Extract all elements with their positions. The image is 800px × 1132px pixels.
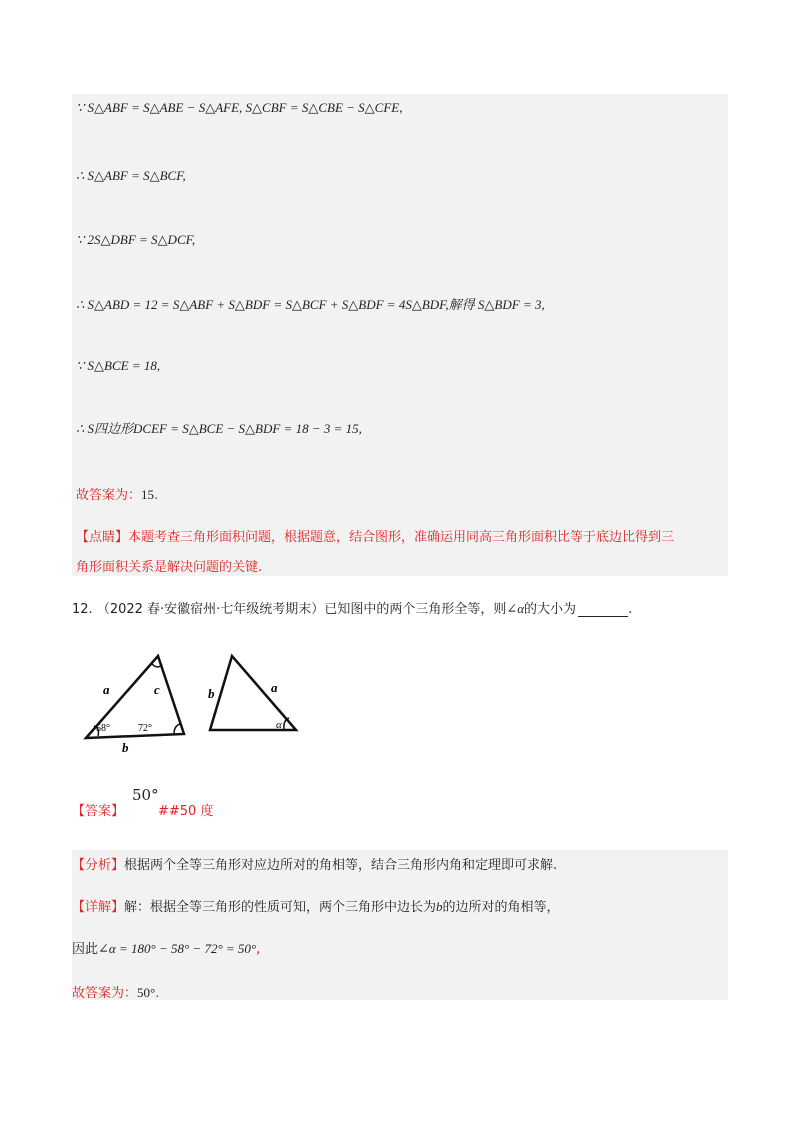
answer-value: 50° (132, 786, 159, 804)
comment-line-1: 【点睛】本题考查三角形面积问题，根据题意，结合图形，准确运用同高三角形面积比等于底边比得到三 (76, 530, 675, 545)
answer-line-top: 故答案为：15. (76, 487, 159, 503)
solution-block-top (72, 94, 728, 576)
final-answer-line: 故答案为：50°. (72, 985, 160, 1001)
triangle-1-right-arc (174, 724, 180, 734)
solution-line-2: ∴ S△ABF = S△BCF, (76, 168, 186, 183)
analysis-line: 【分析】根据两个全等三角形对应边所对的角相等，结合三角形内角和定理即可求解. (72, 858, 558, 873)
problem-statement: 12. （2022 春·安徽宿州·七年级统考期末）已知图中的两个三角形全等，则∠α的大小为 . (72, 601, 633, 617)
tri2-angle-alpha: α (276, 719, 282, 731)
solution-line-6: ∴ S四边形DCEF = S△BCE − S△BDF = 18 − 3 = 15, (76, 421, 362, 436)
comment-line-2: 角形面积关系是解决问题的关键. (76, 560, 263, 575)
tri1-angle-left: 58° (96, 723, 110, 734)
solution-line-1: ∵ S△ABF = S△ABE − S△AFE, S△CBF = S△CBE − S△CFE, (76, 100, 403, 115)
problem-source: （2022 春·安徽宿州·七年级统考期末） (96, 602, 325, 617)
solution-line-3: ∵ 2S△DBF = S△DCF, (76, 232, 196, 247)
calc-line: 因此∠α = 180° − 58° − 72° = 50°, (72, 941, 261, 957)
triangle-2 (210, 656, 296, 730)
tri1-side-c: c (154, 682, 160, 697)
detail-tag: 【详解】 (72, 900, 125, 915)
problem-number: 12. (72, 602, 93, 617)
triangles-figure (78, 648, 318, 768)
tri2-side-a: a (271, 680, 278, 695)
analysis-tag: 【分析】 (72, 858, 125, 873)
solution-line-4: ∴ S△ABD = 12 = S△ABF + S△BDF = S△BCF + S△BDF = 4S△BDF,解得 S△BDF = 3, (76, 297, 545, 312)
comment-tag: 【点睛】 (76, 530, 129, 545)
tri1-side-b: b (122, 740, 129, 755)
answer-row (72, 800, 124, 819)
answer-tag: 【答案】 (72, 804, 125, 819)
tri1-side-a: a (103, 682, 110, 697)
tri2-side-b: b (208, 686, 215, 701)
answer-alt: ##50 度 (158, 804, 214, 819)
solution-line-5: ∵ S△BCE = 18, (76, 358, 161, 373)
detail-line: 【详解】解：根据全等三角形的性质可知，两个三角形中边长为b的边所对的角相等， (72, 899, 560, 915)
answer-blank (578, 602, 628, 617)
tri1-angle-right: 72° (138, 723, 152, 734)
